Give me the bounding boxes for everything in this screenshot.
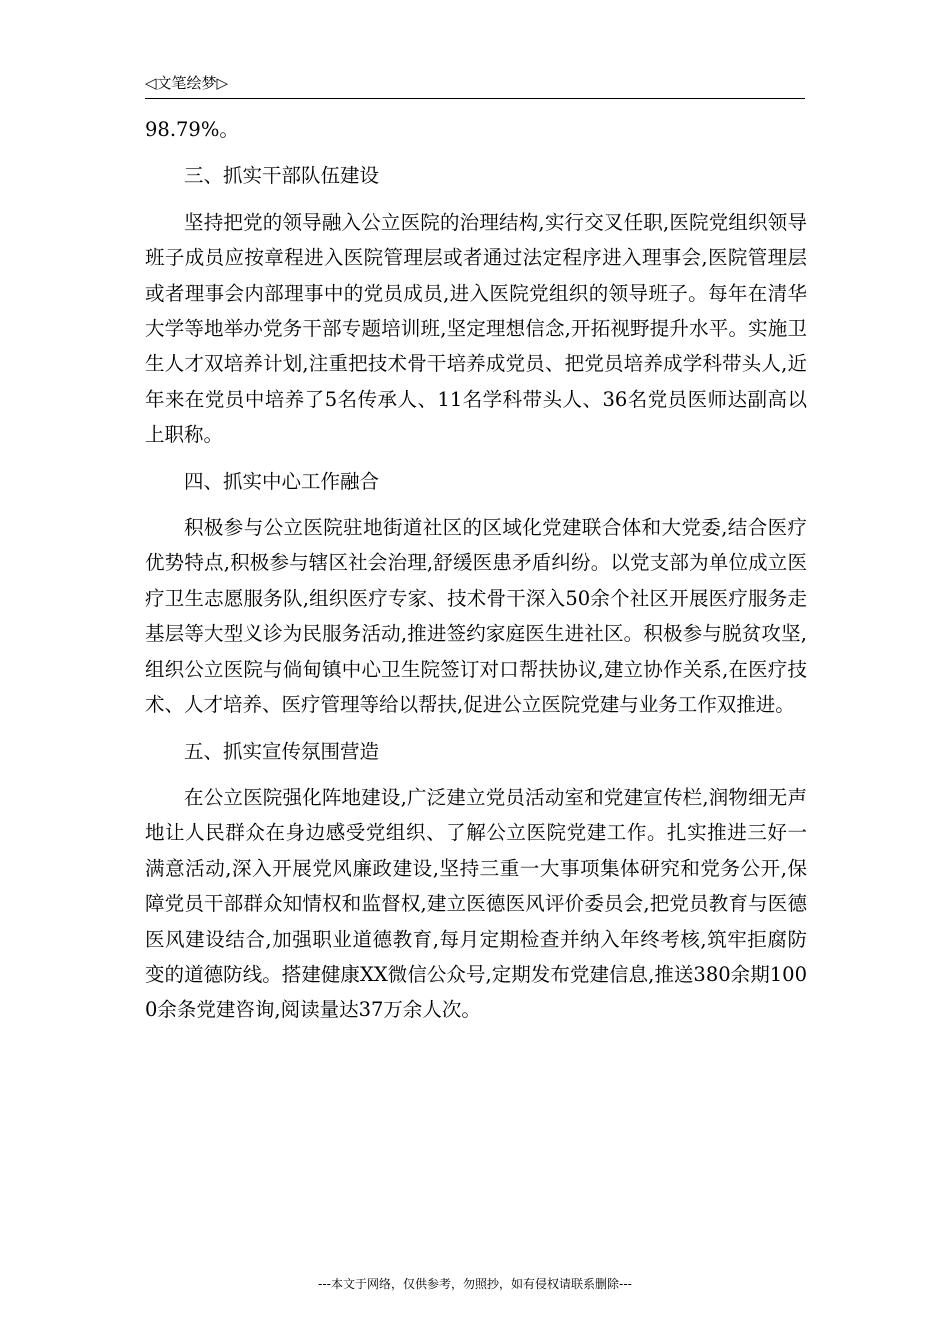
section-heading: 五、抓实宣传氛围营造 — [184, 739, 380, 763]
paragraph: 98.79%。 — [145, 118, 239, 141]
page-header — [145, 72, 805, 99]
paragraph: 在公立医院强化阵地建设,广泛建立党员活动室和党建宣传栏,润物细无声地让人民群众在身边感受党组织、了解公立医院党建工作。扎实推进三好一满意活动,深入开展党风廉政建设,坚持三重一大事项集体研究和党务公开,保障党员干部群众知情权和监督权,建立医德医风评价委员会,把党员教育与医德医风建设结合,加强职业道德教育,每月定期检查并纳入年终考核,筑牢拒腐防变的道德防线。搭建健康XX微信公众号,定期发布党建信息,推送380余期1000余条党建咨询,阅读量达37万余人次。 — [145, 785, 807, 1022]
paragraph: 积极参与公立医院驻地街道社区的区域化党建联合体和大党委,结合医疗优势特点,积极参与辖区社会治理,舒缓医患矛盾纠纷。以党支部为单位成立医疗卫生志愿服务队,组织医疗专家、技术骨干深入50余个社区开展医疗服务走基层等大型义诊为民服务活动,推进签约家庭医生进社区。积极参与脱贫攻坚,组织公立医院与倘甸镇中心卫生院签订对口帮扶协议,建立协作关系,在医疗技术、人才培养、医疗管理等给以帮扶,促进公立医院党建与业务工作双推进。 — [145, 516, 807, 717]
section-heading: 四、抓实中心工作融合 — [184, 469, 380, 493]
header-title: ◁文笔绘梦▷ — [145, 74, 229, 92]
section-heading: 三、抓实干部队伍建设 — [184, 164, 380, 188]
document-body — [145, 112, 807, 1039]
paragraph: 坚持把党的领导融入公立医院的治理结构,实行交叉任职,医院党组织领导班子成员应按章程进入医院管理层或者通过法定程序进入理事会,医院管理层或者理事会内部理事中的党员成员,进入医院党组织的领导班子。每年在清华大学等地举办党务干部专题培训班,坚定理想信念,开拓视野提升水平。实施卫生人才双培养计划,注重把技术骨干培养成党员、把党员培养成学科带头人,近年来在党员中培养了5名传承人、11名学科带头人、36名党员医师达副高以上职称。 — [145, 210, 807, 447]
page-footer: ---本文于网络，仅供参考，勿照抄，如有侵权请联系删除--- — [318, 1277, 632, 1291]
